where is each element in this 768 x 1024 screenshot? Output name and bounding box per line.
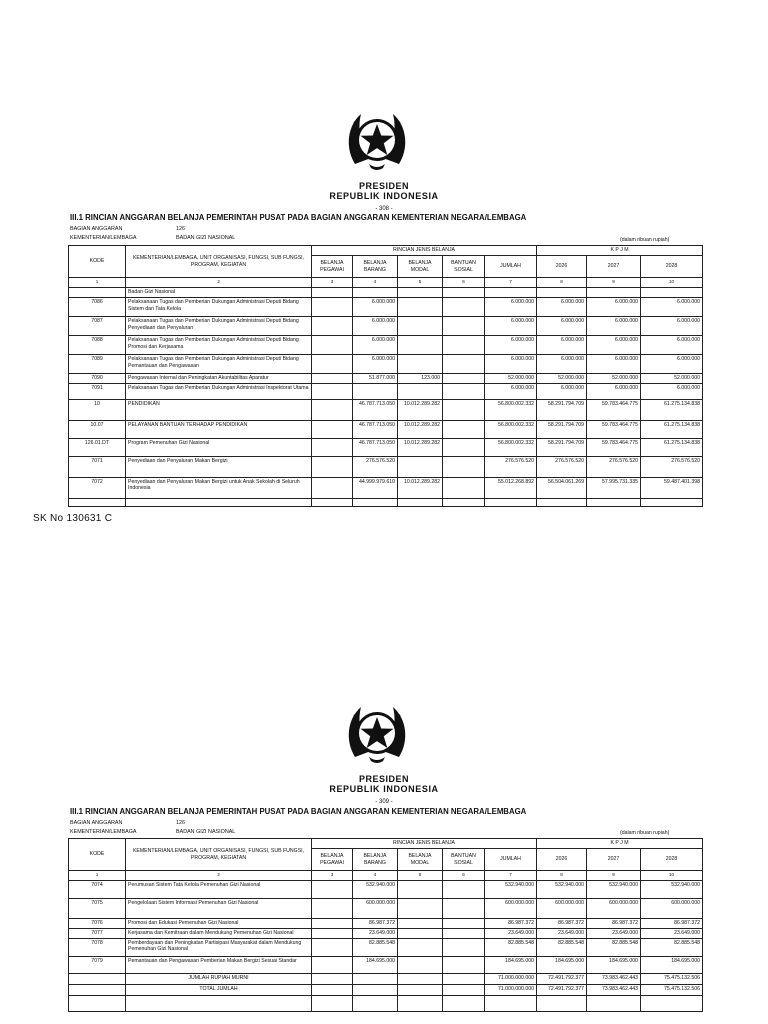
cell-uraian — [126, 498, 312, 506]
cell-barang: 86.987.372 — [353, 919, 398, 929]
cell-bansos — [443, 288, 485, 298]
header-presiden: PRESIDEN — [358, 181, 409, 191]
cell-bansos — [443, 317, 485, 336]
cell-bansos — [443, 477, 485, 498]
cell-modal: 10.012.289.282 — [398, 438, 443, 456]
column-index: 8 — [537, 278, 587, 288]
unit-note: (dalam ribuan rupiah) — [620, 830, 670, 836]
table-row — [69, 498, 703, 506]
cell-y2026: 56.504.061.269 — [537, 477, 587, 498]
table-row — [69, 336, 703, 355]
column-index-row — [69, 871, 703, 881]
cell-y2027: 57.995.731.335 — [587, 477, 641, 498]
cell-bansos — [443, 438, 485, 456]
cell-bansos — [443, 355, 485, 374]
header-kpjm: K P J M — [537, 246, 703, 256]
cell-bansos — [443, 938, 485, 956]
cell-pegawai — [312, 956, 353, 973]
budget-table — [68, 245, 703, 507]
column-index: 7 — [485, 278, 537, 288]
cell-jumlah: 23.649.000 — [485, 929, 537, 939]
cell-uraian: Perumusan Sistem Tata Kelola Pemenuhan Gizi Nasional — [126, 881, 312, 899]
cell-kode: 7077 — [69, 929, 126, 939]
cell-barang — [353, 288, 398, 298]
column-index: 3 — [312, 871, 353, 881]
cell-modal: 10.012.289.282 — [398, 399, 443, 420]
header-jumlah: JUMLAH — [485, 256, 537, 278]
cell-y2028: 59.487.401.398 — [641, 477, 703, 498]
cell-y2027 — [587, 288, 641, 298]
header-barang: BELANJA BARANG — [353, 849, 398, 871]
cell-uraian: Promosi dan Edukasi Pemenuhan Gizi Nasional — [126, 919, 312, 929]
cell-pegawai — [312, 399, 353, 420]
cell-y2027: 59.783.464.775 — [587, 438, 641, 456]
header-pegawai: BELANJA PEGAWAI — [312, 256, 353, 278]
cell-barang — [353, 498, 398, 506]
cell-barang: 6.000.000 — [353, 298, 398, 317]
cell-pegawai — [312, 420, 353, 438]
page-number: - 309 - — [375, 799, 393, 805]
cell-barang: 532.940.000 — [353, 881, 398, 899]
jumlah-total: 71.000.000.000 — [485, 973, 537, 984]
header-republik: REPUBLIK INDONESIA — [329, 191, 439, 201]
cell-uraian: Pelaksanaan Tugas dan Pemberian Dukungan Administrasi Inspektorat Utama — [126, 383, 312, 399]
document-title: III.1 RINCIAN ANGGARAN BELANJA PEMERINTAH PUSAT PADA BAGIAN ANGGARAN KEMENTERIAN NEGARA/LEMBAGA — [70, 807, 527, 816]
cell-bansos — [443, 929, 485, 939]
table-summary — [69, 973, 703, 1011]
cell-jumlah: 6.000.000 — [485, 383, 537, 399]
cell-uraian: Pelaksanaan Tugas dan Pemberian Dukungan Administrasi Deputi Bidang Promosi dan Kerjasama — [126, 336, 312, 355]
cell-y2028: 6.000.000 — [641, 355, 703, 374]
header-jumlah: JUMLAH — [485, 849, 537, 871]
cell-modal — [398, 336, 443, 355]
cell-y2026: 58.291.794.709 — [537, 420, 587, 438]
cell-y2027: 6.000.000 — [587, 298, 641, 317]
cell-bansos — [443, 919, 485, 929]
bagian-value: 126 — [176, 820, 185, 826]
column-index: 5 — [398, 278, 443, 288]
cell-pegawai — [312, 288, 353, 298]
cell-modal — [398, 956, 443, 973]
cell-pegawai — [312, 899, 353, 919]
cell-modal — [398, 317, 443, 336]
header-2027: 2027 — [587, 256, 641, 278]
header-presiden: PRESIDEN — [358, 774, 409, 784]
cell-bansos — [443, 336, 485, 355]
header-uraian: KEMENTERIAN/LEMBAGA, UNIT ORGANISASI, FUNGSI, SUB FUNGSI, PROGRAM, KEGIATAN — [126, 839, 312, 871]
cell-modal — [398, 929, 443, 939]
header-kode: KODE — [69, 839, 126, 871]
table-row — [69, 456, 703, 477]
jumlah-2026: 72.491.792.377 — [537, 973, 587, 984]
cell-kode: 7086 — [69, 298, 126, 317]
cell-kode: 7071 — [69, 456, 126, 477]
header-kpjm: K P J M — [537, 839, 703, 849]
cell-bansos — [443, 456, 485, 477]
cell-pegawai — [312, 374, 353, 384]
column-index: 10 — [641, 278, 703, 288]
header-2026: 2026 — [537, 849, 587, 871]
header-2027: 2027 — [587, 849, 641, 871]
cell-y2028: 61.275.134.838 — [641, 399, 703, 420]
cell-pegawai — [312, 498, 353, 506]
cell-y2026: 184.695.000 — [537, 956, 587, 973]
cell-barang: 6.000.000 — [353, 317, 398, 336]
cell-y2028: 6.000.000 — [641, 336, 703, 355]
column-index: 9 — [587, 278, 641, 288]
cell-y2027: 184.695.000 — [587, 956, 641, 973]
cell-y2026: 600.000.000 — [537, 899, 587, 919]
header-2026: 2026 — [537, 256, 587, 278]
table-header — [69, 246, 703, 288]
bagian-label: BAGIAN ANGGARAN — [70, 820, 123, 826]
cell-kode: 126.01.DT — [69, 438, 126, 456]
cell-pegawai — [312, 317, 353, 336]
cell-y2027: 59.783.464.775 — [587, 399, 641, 420]
header-2028: 2028 — [641, 849, 703, 871]
cell-y2026: 58.291.794.709 — [537, 438, 587, 456]
bagian-value: 126 — [176, 226, 185, 232]
cell-jumlah — [485, 288, 537, 298]
cell-uraian: Pemantauan dan Pengawasan Pemberian Makan Bergizi Sesuai Standar — [126, 956, 312, 973]
table-row — [69, 420, 703, 438]
document-title: III.1 RINCIAN ANGGARAN BELANJA PEMERINTAH PUSAT PADA BAGIAN ANGGARAN KEMENTERIAN NEGARA/LEMBAGA — [70, 213, 527, 222]
cell-kode: 7089 — [69, 355, 126, 374]
cell-jumlah: 52.000.000 — [485, 374, 537, 384]
cell-kode: 7088 — [69, 336, 126, 355]
table-row — [69, 938, 703, 956]
cell-y2027: 276.576.520 — [587, 456, 641, 477]
jumlah-rupiah-murni-row — [69, 973, 703, 984]
column-index: 6 — [443, 278, 485, 288]
cell-uraian: Penyediaan dan Penyaluran Makan Bergizi untuk Anak Sekolah di Seluruh Indonesia — [126, 477, 312, 498]
table-row — [69, 919, 703, 929]
header-rincian: RINCIAN JENIS BELANJA — [312, 839, 537, 849]
cell-uraian: Pelaksanaan Tugas dan Pemberian Dukungan Administrasi Deputi Bidang Penyediaan dan Penyaluran — [126, 317, 312, 336]
cell-kode: 7075 — [69, 899, 126, 919]
cell-uraian: Kerjasama dan Kemitraan dalam Mendukung Pemenuhan Gizi Nasional — [126, 929, 312, 939]
cell-uraian: Program Pemenuhan Gizi Nasional — [126, 438, 312, 456]
jumlah-label: JUMLAH RUPIAH MURNI — [126, 973, 312, 984]
table-body — [69, 288, 703, 507]
cell-y2028: 61.275.134.838 — [641, 438, 703, 456]
cell-y2028: 600.000.000 — [641, 899, 703, 919]
cell-kode: 7074 — [69, 881, 126, 899]
cell-kode: 7076 — [69, 919, 126, 929]
cell-uraian: PENDIDIKAN — [126, 399, 312, 420]
cell-y2026 — [537, 288, 587, 298]
cell-pegawai — [312, 438, 353, 456]
cell-barang: 600.000.000 — [353, 899, 398, 919]
table-row — [69, 899, 703, 919]
cell-y2027 — [587, 498, 641, 506]
cell-y2027: 6.000.000 — [587, 383, 641, 399]
cell-modal — [398, 881, 443, 899]
total-2026: 72.491.792.377 — [537, 984, 587, 995]
header-2028: 2028 — [641, 256, 703, 278]
column-index: 4 — [353, 278, 398, 288]
cell-jumlah: 6.000.000 — [485, 298, 537, 317]
cell-jumlah: 56.800.002.332 — [485, 420, 537, 438]
header-republik: REPUBLIK INDONESIA — [329, 784, 439, 794]
sk-number: SK No 130631 C — [33, 513, 113, 524]
cell-pegawai — [312, 298, 353, 317]
cell-y2027: 600.000.000 — [587, 899, 641, 919]
header-rincian: RINCIAN JENIS BELANJA — [312, 246, 537, 256]
column-index: 2 — [126, 278, 312, 288]
header-barang: BELANJA BARANG — [353, 256, 398, 278]
cell-barang: 46.787.713.050 — [353, 399, 398, 420]
cell-y2027: 6.000.000 — [587, 355, 641, 374]
header-kode: KODE — [69, 246, 126, 278]
kementerian-label: KEMENTERIAN/LEMBAGA — [70, 829, 137, 835]
cell-jumlah — [485, 498, 537, 506]
cell-uraian: Badan Gizi Nasional — [126, 288, 312, 298]
cell-y2026: 6.000.000 — [537, 383, 587, 399]
cell-kode — [69, 498, 126, 506]
cell-y2028: 23.649.000 — [641, 929, 703, 939]
cell-uraian: Penyediaan dan Penyaluran Makan Bergizi — [126, 456, 312, 477]
budget-table — [68, 838, 703, 1012]
cell-uraian: PELAYANAN BANTUAN TERHADAP PENDIDIKAN — [126, 420, 312, 438]
cell-kode: 7090 — [69, 374, 126, 384]
cell-barang: 6.000.000 — [353, 336, 398, 355]
cell-kode: 7072 — [69, 477, 126, 498]
cell-bansos — [443, 399, 485, 420]
total-2027: 73.983.462.443 — [587, 984, 641, 995]
cell-jumlah: 86.987.372 — [485, 919, 537, 929]
cell-pegawai — [312, 456, 353, 477]
cell-pegawai — [312, 383, 353, 399]
cell-y2028 — [641, 288, 703, 298]
cell-y2026: 58.291.794.709 — [537, 399, 587, 420]
cell-barang: 82.885.548 — [353, 938, 398, 956]
cell-y2028: 52.000.000 — [641, 374, 703, 384]
column-index: 10 — [641, 871, 703, 881]
cell-barang: 51.877.000 — [353, 374, 398, 384]
header-pegawai: BELANJA PEGAWAI — [312, 849, 353, 871]
column-index: 7 — [485, 871, 537, 881]
cell-uraian: Pelaksanaan Tugas dan Pemberian Dukungan Administrasi Deputi Bidang Sistem dan Tata Kelola — [126, 298, 312, 317]
cell-y2026: 276.576.520 — [537, 456, 587, 477]
column-index: 2 — [126, 871, 312, 881]
total-label: TOTAL JUMLAH — [126, 984, 312, 995]
cell-uraian: Pengawasan Internal dan Peningkatan Akuntabilitas Aparatur — [126, 374, 312, 384]
cell-y2028: 86.987.372 — [641, 919, 703, 929]
kementerian-value: BADAN GIZI NASIONAL — [176, 829, 236, 835]
cell-y2028: 184.695.000 — [641, 956, 703, 973]
table-row — [69, 929, 703, 939]
cell-y2028: 6.000.000 — [641, 383, 703, 399]
cell-barang: 276.576.520 — [353, 456, 398, 477]
cell-pegawai — [312, 477, 353, 498]
cell-kode — [69, 288, 126, 298]
table-row — [69, 374, 703, 384]
cell-modal — [398, 298, 443, 317]
cell-y2027: 23.649.000 — [587, 929, 641, 939]
cell-y2027: 6.000.000 — [587, 336, 641, 355]
bagian-label: BAGIAN ANGGARAN — [70, 226, 123, 232]
cell-jumlah: 6.000.000 — [485, 317, 537, 336]
cell-barang — [353, 383, 398, 399]
cell-pegawai — [312, 881, 353, 899]
garuda-emblem-icon — [343, 104, 411, 174]
cell-bansos — [443, 899, 485, 919]
cell-bansos — [443, 374, 485, 384]
column-index: 9 — [587, 871, 641, 881]
cell-barang: 6.000.000 — [353, 355, 398, 374]
cell-y2027: 6.000.000 — [587, 317, 641, 336]
cell-bansos — [443, 420, 485, 438]
cell-pegawai — [312, 336, 353, 355]
column-index: 6 — [443, 871, 485, 881]
cell-kode: 7078 — [69, 938, 126, 956]
cell-y2027: 82.885.548 — [587, 938, 641, 956]
cell-y2026: 82.885.548 — [537, 938, 587, 956]
cell-y2027: 52.000.000 — [587, 374, 641, 384]
header-modal: BELANJA MODAL — [398, 849, 443, 871]
header-bansos: BANTUAN SOSIAL — [443, 849, 485, 871]
cell-y2026 — [537, 498, 587, 506]
cell-pegawai — [312, 929, 353, 939]
cell-y2028: 532.940.000 — [641, 881, 703, 899]
cell-y2028: 276.576.520 — [641, 456, 703, 477]
cell-barang: 23.649.000 — [353, 929, 398, 939]
cell-barang: 44.999.979.610 — [353, 477, 398, 498]
cell-barang: 46.787.713.050 — [353, 438, 398, 456]
cell-modal — [398, 919, 443, 929]
cell-y2028: 6.000.000 — [641, 298, 703, 317]
cell-barang: 46.787.713.050 — [353, 420, 398, 438]
jumlah-2027: 73.983.462.443 — [587, 973, 641, 984]
cell-modal: 10.012.289.282 — [398, 420, 443, 438]
cell-pegawai — [312, 919, 353, 929]
cell-bansos — [443, 956, 485, 973]
cell-jumlah: 6.000.000 — [485, 355, 537, 374]
cell-uraian: Pengelolaan Sistem Informasi Pemenuhan Gizi Nasional — [126, 899, 312, 919]
table-row — [69, 956, 703, 973]
table-row — [69, 317, 703, 336]
column-index: 1 — [69, 871, 126, 881]
cell-y2026: 23.649.000 — [537, 929, 587, 939]
cell-kode: 7087 — [69, 317, 126, 336]
column-index-row — [69, 278, 703, 288]
cell-modal — [398, 288, 443, 298]
cell-jumlah: 276.576.520 — [485, 456, 537, 477]
garuda-emblem-icon — [343, 697, 411, 767]
cell-jumlah: 55.012.268.892 — [485, 477, 537, 498]
table-body — [69, 881, 703, 974]
table-tail-row — [69, 995, 703, 1011]
table-row — [69, 298, 703, 317]
cell-y2027: 86.987.372 — [587, 919, 641, 929]
cell-kode: 7091 — [69, 383, 126, 399]
table-row — [69, 399, 703, 420]
cell-y2026: 6.000.000 — [537, 355, 587, 374]
header-modal: BELANJA MODAL — [398, 256, 443, 278]
cell-modal — [398, 383, 443, 399]
cell-bansos — [443, 298, 485, 317]
cell-barang: 184.695.000 — [353, 956, 398, 973]
cell-kode: 10.07 — [69, 420, 126, 438]
header-bansos: BANTUAN SOSIAL — [443, 256, 485, 278]
cell-y2026: 52.000.000 — [537, 374, 587, 384]
cell-bansos — [443, 498, 485, 506]
cell-pegawai — [312, 355, 353, 374]
cell-modal: 10.012.289.282 — [398, 477, 443, 498]
cell-uraian: Pelaksanaan Tugas dan Pemberian Dukungan Administrasi Deputi Bidang Pemantauan dan Pengawasan — [126, 355, 312, 374]
cell-uraian: Pemberdayaan dan Peningkatan Partisipasi Masyarakat dalam Mendukung Pemenuhan Gizi Nasional — [126, 938, 312, 956]
cell-y2028 — [641, 498, 703, 506]
cell-kode: 7079 — [69, 956, 126, 973]
cell-jumlah: 184.695.000 — [485, 956, 537, 973]
table-row — [69, 383, 703, 399]
jumlah-2028: 75.475.132.506 — [641, 973, 703, 984]
column-index: 4 — [353, 871, 398, 881]
column-index: 3 — [312, 278, 353, 288]
cell-jumlah: 56.800.002.332 — [485, 399, 537, 420]
column-index: 5 — [398, 871, 443, 881]
cell-y2026: 6.000.000 — [537, 336, 587, 355]
cell-modal: 123.000 — [398, 374, 443, 384]
total-total: 71.000.000.000 — [485, 984, 537, 995]
header-uraian: KEMENTERIAN/LEMBAGA, UNIT ORGANISASI, FUNGSI, SUB FUNGSI, PROGRAM, KEGIATAN — [126, 246, 312, 278]
cell-y2026: 532.940.000 — [537, 881, 587, 899]
total-2028: 75.475.132.506 — [641, 984, 703, 995]
cell-y2028: 61.275.134.838 — [641, 420, 703, 438]
table-row — [69, 438, 703, 456]
cell-y2026: 6.000.000 — [537, 298, 587, 317]
cell-modal — [398, 456, 443, 477]
cell-y2026: 6.000.000 — [537, 317, 587, 336]
cell-jumlah: 82.885.548 — [485, 938, 537, 956]
cell-jumlah: 6.000.000 — [485, 336, 537, 355]
unit-note: (dalam ribuan rupiah) — [620, 237, 670, 243]
cell-y2027: 59.783.464.775 — [587, 420, 641, 438]
cell-modal — [398, 899, 443, 919]
cell-y2028: 82.885.548 — [641, 938, 703, 956]
table-row — [69, 288, 703, 298]
cell-modal — [398, 498, 443, 506]
cell-bansos — [443, 881, 485, 899]
cell-y2027: 532.940.000 — [587, 881, 641, 899]
cell-modal — [398, 355, 443, 374]
total-jumlah-row — [69, 984, 703, 995]
cell-jumlah: 532.940.000 — [485, 881, 537, 899]
cell-kode: 10 — [69, 399, 126, 420]
cell-jumlah: 56.800.002.332 — [485, 438, 537, 456]
kementerian-value: BADAN GIZI NASIONAL — [176, 235, 236, 241]
cell-pegawai — [312, 938, 353, 956]
kementerian-label: KEMENTERIAN/LEMBAGA — [70, 235, 137, 241]
cell-y2026: 86.987.372 — [537, 919, 587, 929]
cell-bansos — [443, 383, 485, 399]
page-number: - 308 - — [375, 206, 393, 212]
table-row — [69, 881, 703, 899]
cell-modal — [398, 938, 443, 956]
table-row — [69, 355, 703, 374]
column-index: 1 — [69, 278, 126, 288]
cell-jumlah: 600.000.000 — [485, 899, 537, 919]
column-index: 8 — [537, 871, 587, 881]
table-row — [69, 477, 703, 498]
table-header — [69, 839, 703, 881]
cell-y2028: 6.000.000 — [641, 317, 703, 336]
